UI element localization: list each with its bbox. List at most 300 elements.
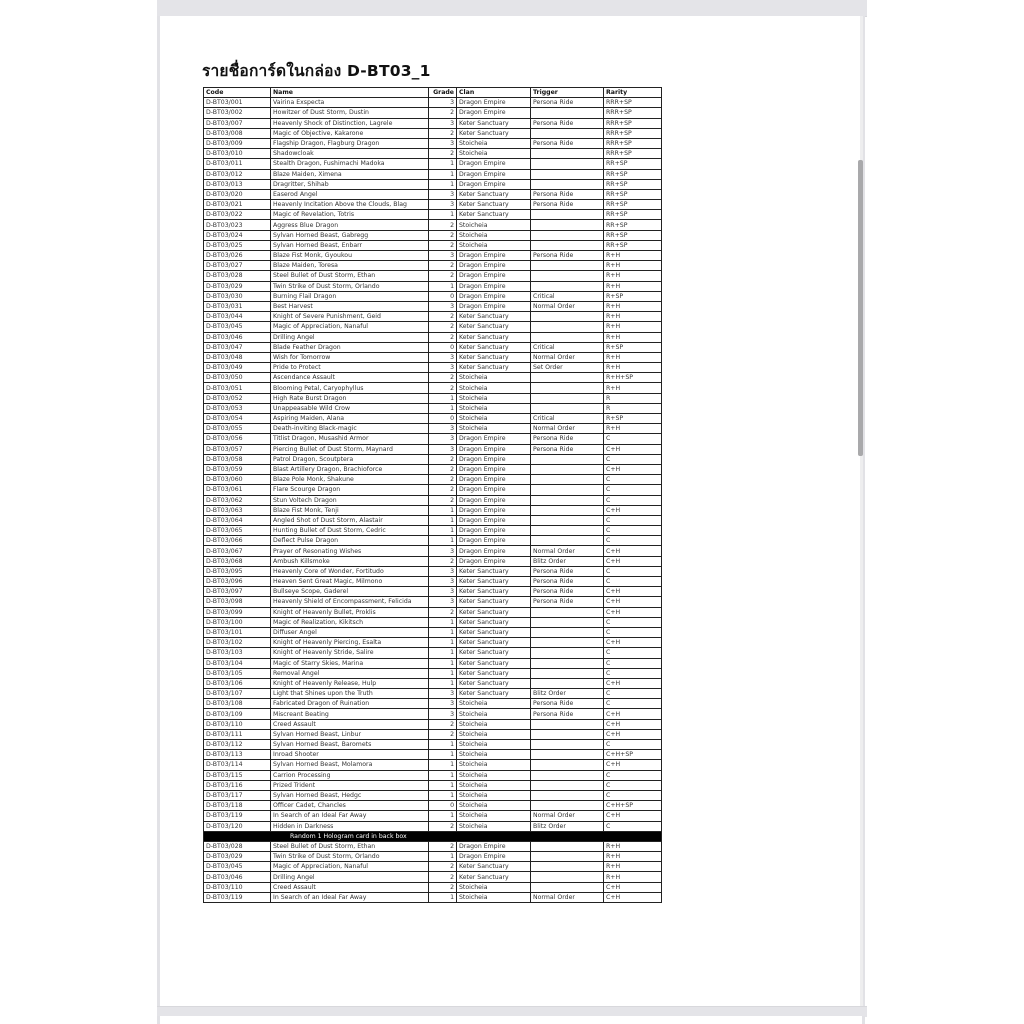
cell-name: Knight of Heavenly Stride, Salire bbox=[271, 648, 429, 658]
table-row bbox=[204, 342, 662, 352]
cell-rarity: C bbox=[604, 617, 662, 627]
cell-code: D-BT03/021 bbox=[204, 200, 271, 210]
table-row bbox=[204, 108, 662, 118]
cell-grade: 1 bbox=[429, 658, 457, 668]
cell-grade: 3 bbox=[429, 118, 457, 128]
cell-rarity: C bbox=[604, 780, 662, 790]
cell-grade: 3 bbox=[429, 434, 457, 444]
cell-trigger bbox=[531, 872, 604, 882]
cell-name: Drilling Angel bbox=[271, 332, 429, 342]
table-row bbox=[204, 750, 662, 760]
table-row bbox=[204, 862, 662, 872]
cell-clan: Dragon Empire bbox=[457, 485, 531, 495]
table-row bbox=[204, 892, 662, 902]
cell-code: D-BT03/002 bbox=[204, 108, 271, 118]
cell-trigger bbox=[531, 485, 604, 495]
cell-trigger bbox=[531, 852, 604, 862]
cell-code: D-BT03/053 bbox=[204, 403, 271, 413]
cell-rarity: R+SP bbox=[604, 291, 662, 301]
cell-code: D-BT03/107 bbox=[204, 689, 271, 699]
cell-code: D-BT03/113 bbox=[204, 750, 271, 760]
table-row bbox=[204, 566, 662, 576]
cell-grade: 1 bbox=[429, 403, 457, 413]
cell-code: D-BT03/099 bbox=[204, 607, 271, 617]
cell-trigger bbox=[531, 536, 604, 546]
cell-name: Stun Voltech Dragon bbox=[271, 495, 429, 505]
cell-rarity: RR+SP bbox=[604, 169, 662, 179]
cell-grade: 2 bbox=[429, 475, 457, 485]
cell-rarity: C+H bbox=[604, 597, 662, 607]
cell-trigger bbox=[531, 149, 604, 159]
cell-name: Miscreant Beating bbox=[271, 709, 429, 719]
cell-rarity: RRR+SP bbox=[604, 138, 662, 148]
cell-code: D-BT03/116 bbox=[204, 780, 271, 790]
cell-trigger bbox=[531, 607, 604, 617]
cell-rarity: R+H bbox=[604, 271, 662, 281]
cell-trigger bbox=[531, 210, 604, 220]
cell-name: Sylvan Horned Beast, Linbur bbox=[271, 729, 429, 739]
cell-trigger bbox=[531, 638, 604, 648]
cell-name: Bullseye Scope, Gaderel bbox=[271, 587, 429, 597]
cell-grade: 3 bbox=[429, 546, 457, 556]
cell-grade: 3 bbox=[429, 189, 457, 199]
table-row bbox=[204, 189, 662, 199]
cell-clan: Keter Sanctuary bbox=[457, 658, 531, 668]
hologram-note: Random 1 Hologram card in back box bbox=[204, 831, 662, 841]
cell-trigger: Critical bbox=[531, 291, 604, 301]
cell-trigger bbox=[531, 750, 604, 760]
cell-trigger: Critical bbox=[531, 342, 604, 352]
table-row bbox=[204, 291, 662, 301]
cell-code: D-BT03/058 bbox=[204, 454, 271, 464]
table-row bbox=[204, 220, 662, 230]
cell-rarity: RR+SP bbox=[604, 230, 662, 240]
cell-clan: Stoicheia bbox=[457, 240, 531, 250]
cell-rarity: C+H bbox=[604, 892, 662, 902]
scrollbar-thumb[interactable] bbox=[858, 160, 863, 456]
table-row bbox=[204, 444, 662, 454]
cell-clan: Dragon Empire bbox=[457, 281, 531, 291]
cell-rarity: C bbox=[604, 689, 662, 699]
cell-grade: 3 bbox=[429, 689, 457, 699]
cell-trigger bbox=[531, 322, 604, 332]
cell-grade: 1 bbox=[429, 668, 457, 678]
cell-grade: 2 bbox=[429, 841, 457, 851]
cell-name: Magic of Appreciation, Nanaful bbox=[271, 862, 429, 872]
cell-clan: Keter Sanctuary bbox=[457, 332, 531, 342]
cell-trigger: Persona Ride bbox=[531, 444, 604, 454]
cell-code: D-BT03/062 bbox=[204, 495, 271, 505]
cell-grade: 3 bbox=[429, 98, 457, 108]
cell-name: Ambush Killsmoke bbox=[271, 556, 429, 566]
cell-code: D-BT03/118 bbox=[204, 801, 271, 811]
cell-clan: Keter Sanctuary bbox=[457, 200, 531, 210]
cell-name: Knight of Heavenly Bullet, Proklis bbox=[271, 607, 429, 617]
cell-clan: Keter Sanctuary bbox=[457, 678, 531, 688]
cell-name: Knight of Severe Punishment, Geid bbox=[271, 312, 429, 322]
table-row bbox=[204, 556, 662, 566]
cell-grade: 1 bbox=[429, 648, 457, 658]
cell-name: Steel Bullet of Dust Storm, Ethan bbox=[271, 271, 429, 281]
cell-name: Blooming Petal, Caryophyllus bbox=[271, 383, 429, 393]
cell-code: D-BT03/112 bbox=[204, 740, 271, 750]
cell-rarity: RR+SP bbox=[604, 220, 662, 230]
table-row bbox=[204, 485, 662, 495]
cell-code: D-BT03/009 bbox=[204, 138, 271, 148]
table-row bbox=[204, 301, 662, 311]
cell-trigger: Persona Ride bbox=[531, 597, 604, 607]
cell-rarity: RRR+SP bbox=[604, 108, 662, 118]
table-row bbox=[204, 414, 662, 424]
table-row bbox=[204, 577, 662, 587]
cell-rarity: R+H bbox=[604, 281, 662, 291]
cell-grade: 3 bbox=[429, 444, 457, 454]
cell-name: Piercing Bullet of Dust Storm, Maynard bbox=[271, 444, 429, 454]
table-row bbox=[204, 352, 662, 362]
cell-clan: Dragon Empire bbox=[457, 505, 531, 515]
cell-code: D-BT03/054 bbox=[204, 414, 271, 424]
cell-trigger bbox=[531, 220, 604, 230]
cell-name: Magic of Realization, Kikitsch bbox=[271, 617, 429, 627]
cell-name: Magic of Objective, Kakarone bbox=[271, 128, 429, 138]
cell-trigger bbox=[531, 668, 604, 678]
cell-grade: 1 bbox=[429, 536, 457, 546]
table-row bbox=[204, 658, 662, 668]
next-page-edge bbox=[157, 1016, 865, 1024]
cell-grade: 1 bbox=[429, 750, 457, 760]
cell-code: D-BT03/119 bbox=[204, 811, 271, 821]
cell-clan: Keter Sanctuary bbox=[457, 617, 531, 627]
cell-trigger: Blitz Order bbox=[531, 556, 604, 566]
cell-clan: Dragon Empire bbox=[457, 301, 531, 311]
cell-trigger: Blitz Order bbox=[531, 689, 604, 699]
cell-code: D-BT03/012 bbox=[204, 169, 271, 179]
cell-grade: 1 bbox=[429, 393, 457, 403]
cell-clan: Dragon Empire bbox=[457, 841, 531, 851]
cell-trigger bbox=[531, 393, 604, 403]
cell-grade: 1 bbox=[429, 281, 457, 291]
cell-trigger bbox=[531, 128, 604, 138]
cell-grade: 3 bbox=[429, 699, 457, 709]
table-row bbox=[204, 332, 662, 342]
cell-rarity: C bbox=[604, 434, 662, 444]
cell-code: D-BT03/046 bbox=[204, 332, 271, 342]
cell-code: D-BT03/046 bbox=[204, 872, 271, 882]
cell-code: D-BT03/052 bbox=[204, 393, 271, 403]
cell-trigger bbox=[531, 495, 604, 505]
cell-grade: 1 bbox=[429, 179, 457, 189]
cell-trigger bbox=[531, 729, 604, 739]
cell-name: Wish for Tomorrow bbox=[271, 352, 429, 362]
cell-grade: 1 bbox=[429, 169, 457, 179]
cell-name: Blade Feather Dragon bbox=[271, 342, 429, 352]
cell-grade: 3 bbox=[429, 709, 457, 719]
cell-grade: 3 bbox=[429, 566, 457, 576]
cell-grade: 2 bbox=[429, 882, 457, 892]
cell-rarity: R+H bbox=[604, 841, 662, 851]
cell-rarity: C+H bbox=[604, 719, 662, 729]
cell-name: Prized Trident bbox=[271, 780, 429, 790]
cell-grade: 0 bbox=[429, 342, 457, 352]
cell-trigger bbox=[531, 801, 604, 811]
cell-rarity: C+H bbox=[604, 882, 662, 892]
cell-code: D-BT03/025 bbox=[204, 240, 271, 250]
cell-code: D-BT03/114 bbox=[204, 760, 271, 770]
cell-clan: Dragon Empire bbox=[457, 271, 531, 281]
cell-rarity: R+H bbox=[604, 424, 662, 434]
cell-grade: 3 bbox=[429, 577, 457, 587]
cell-rarity: C bbox=[604, 699, 662, 709]
cell-grade: 1 bbox=[429, 740, 457, 750]
table-row bbox=[204, 98, 662, 108]
cell-clan: Stoicheia bbox=[457, 801, 531, 811]
cell-trigger: Persona Ride bbox=[531, 138, 604, 148]
table-row bbox=[204, 383, 662, 393]
header-code: Code bbox=[204, 88, 271, 98]
cell-clan: Dragon Empire bbox=[457, 475, 531, 485]
cell-code: D-BT03/008 bbox=[204, 128, 271, 138]
table-row bbox=[204, 780, 662, 790]
cell-grade: 3 bbox=[429, 301, 457, 311]
table-row bbox=[204, 159, 662, 169]
cell-rarity: R+H bbox=[604, 352, 662, 362]
cell-trigger: Persona Ride bbox=[531, 251, 604, 261]
cell-grade: 0 bbox=[429, 291, 457, 301]
cell-code: D-BT03/011 bbox=[204, 159, 271, 169]
table-row bbox=[204, 709, 662, 719]
table-row bbox=[204, 271, 662, 281]
cell-grade: 1 bbox=[429, 852, 457, 862]
cell-rarity: R+SP bbox=[604, 414, 662, 424]
cell-clan: Dragon Empire bbox=[457, 291, 531, 301]
cell-trigger bbox=[531, 862, 604, 872]
table-row bbox=[204, 841, 662, 851]
cell-grade: 1 bbox=[429, 770, 457, 780]
table-row bbox=[204, 251, 662, 261]
cell-trigger bbox=[531, 271, 604, 281]
cell-name: Prayer of Resonating Wishes bbox=[271, 546, 429, 556]
cell-grade: 3 bbox=[429, 352, 457, 362]
cell-trigger bbox=[531, 169, 604, 179]
cell-clan: Dragon Empire bbox=[457, 495, 531, 505]
cell-rarity: RR+SP bbox=[604, 200, 662, 210]
cell-code: D-BT03/068 bbox=[204, 556, 271, 566]
cell-name: Sylvan Horned Beast, Hedgc bbox=[271, 790, 429, 800]
cell-name: Knight of Heavenly Piercing, Esalta bbox=[271, 638, 429, 648]
cell-rarity: R+H bbox=[604, 383, 662, 393]
cell-code: D-BT03/049 bbox=[204, 363, 271, 373]
cell-name: Burning Flail Dragon bbox=[271, 291, 429, 301]
cell-name: Sylvan Horned Beast, Baromets bbox=[271, 740, 429, 750]
cell-rarity: C bbox=[604, 658, 662, 668]
cell-grade: 2 bbox=[429, 862, 457, 872]
cell-clan: Dragon Empire bbox=[457, 546, 531, 556]
cell-name: Officer Cadet, Chancles bbox=[271, 801, 429, 811]
cell-name: Patrol Dragon, Scoutptera bbox=[271, 454, 429, 464]
table-row bbox=[204, 801, 662, 811]
cell-rarity: C bbox=[604, 454, 662, 464]
cell-rarity: C+H+SP bbox=[604, 801, 662, 811]
table-row bbox=[204, 597, 662, 607]
table-row bbox=[204, 526, 662, 536]
table-row bbox=[204, 200, 662, 210]
cell-code: D-BT03/097 bbox=[204, 587, 271, 597]
cell-clan: Dragon Empire bbox=[457, 261, 531, 271]
cell-rarity: C bbox=[604, 770, 662, 780]
table-row bbox=[204, 872, 662, 882]
cell-grade: 3 bbox=[429, 363, 457, 373]
cell-clan: Stoicheia bbox=[457, 414, 531, 424]
cell-code: D-BT03/047 bbox=[204, 342, 271, 352]
cell-clan: Stoicheia bbox=[457, 719, 531, 729]
table-row bbox=[204, 515, 662, 525]
cell-code: D-BT03/056 bbox=[204, 434, 271, 444]
cell-clan: Keter Sanctuary bbox=[457, 627, 531, 637]
cell-trigger bbox=[531, 678, 604, 688]
cell-rarity: RRR+SP bbox=[604, 98, 662, 108]
table-row bbox=[204, 230, 662, 240]
cell-rarity: C+H bbox=[604, 607, 662, 617]
table-row bbox=[204, 729, 662, 739]
cell-clan: Dragon Empire bbox=[457, 169, 531, 179]
table-row bbox=[204, 128, 662, 138]
card-rows bbox=[204, 98, 662, 903]
cell-rarity: R bbox=[604, 403, 662, 413]
cell-rarity: C bbox=[604, 526, 662, 536]
cell-code: D-BT03/117 bbox=[204, 790, 271, 800]
cell-name: Magic of Starry Skies, Marina bbox=[271, 658, 429, 668]
cell-trigger: Critical bbox=[531, 414, 604, 424]
cell-clan: Keter Sanctuary bbox=[457, 566, 531, 576]
cell-rarity: R+H bbox=[604, 332, 662, 342]
cell-clan: Keter Sanctuary bbox=[457, 638, 531, 648]
cell-trigger: Persona Ride bbox=[531, 434, 604, 444]
cell-trigger: Normal Order bbox=[531, 546, 604, 556]
cell-rarity: C+H bbox=[604, 729, 662, 739]
cell-rarity: C bbox=[604, 668, 662, 678]
cell-code: D-BT03/106 bbox=[204, 678, 271, 688]
cell-name: Howitzer of Dust Storm, Dustin bbox=[271, 108, 429, 118]
table-row bbox=[204, 373, 662, 383]
table-row bbox=[204, 505, 662, 515]
cell-trigger: Normal Order bbox=[531, 424, 604, 434]
cell-grade: 1 bbox=[429, 526, 457, 536]
page-title: รายชื่อการ์ดในกล่อง D-BT03_1 bbox=[202, 62, 431, 80]
cell-clan: Stoicheia bbox=[457, 138, 531, 148]
cell-code: D-BT03/109 bbox=[204, 709, 271, 719]
table-row bbox=[204, 607, 662, 617]
cell-rarity: R+H bbox=[604, 261, 662, 271]
cell-clan: Stoicheia bbox=[457, 882, 531, 892]
table-row bbox=[204, 760, 662, 770]
cell-trigger bbox=[531, 790, 604, 800]
cell-trigger bbox=[531, 515, 604, 525]
cell-code: D-BT03/010 bbox=[204, 149, 271, 159]
cell-code: D-BT03/110 bbox=[204, 719, 271, 729]
table-row bbox=[204, 149, 662, 159]
cell-rarity: R+H bbox=[604, 363, 662, 373]
cell-rarity: C bbox=[604, 536, 662, 546]
cell-grade: 2 bbox=[429, 261, 457, 271]
cell-trigger bbox=[531, 617, 604, 627]
header-clan: Clan bbox=[457, 88, 531, 98]
cell-code: D-BT03/045 bbox=[204, 862, 271, 872]
cell-clan: Keter Sanctuary bbox=[457, 648, 531, 658]
cell-name: Knight of Heavenly Release, Hulp bbox=[271, 678, 429, 688]
cell-clan: Stoicheia bbox=[457, 373, 531, 383]
cell-rarity: RR+SP bbox=[604, 240, 662, 250]
cell-name: Carrion Processing bbox=[271, 770, 429, 780]
table-row bbox=[204, 169, 662, 179]
cell-clan: Keter Sanctuary bbox=[457, 210, 531, 220]
cell-name: Drilling Angel bbox=[271, 872, 429, 882]
cell-rarity: R+H bbox=[604, 852, 662, 862]
cell-trigger bbox=[531, 882, 604, 892]
cell-grade: 3 bbox=[429, 138, 457, 148]
cell-rarity: C+H bbox=[604, 811, 662, 821]
cell-trigger: Persona Ride bbox=[531, 118, 604, 128]
cell-trigger: Persona Ride bbox=[531, 200, 604, 210]
cell-code: D-BT03/007 bbox=[204, 118, 271, 128]
cell-code: D-BT03/022 bbox=[204, 210, 271, 220]
cell-trigger: Normal Order bbox=[531, 892, 604, 902]
cell-name: Pride to Protect bbox=[271, 363, 429, 373]
cell-rarity: C bbox=[604, 627, 662, 637]
cell-trigger bbox=[531, 281, 604, 291]
cell-name: Dragritter, Shihab bbox=[271, 179, 429, 189]
cell-name: High Rate Burst Dragon bbox=[271, 393, 429, 403]
cell-code: D-BT03/108 bbox=[204, 699, 271, 709]
cell-trigger bbox=[531, 526, 604, 536]
header-name: Name bbox=[271, 88, 429, 98]
cell-grade: 2 bbox=[429, 495, 457, 505]
cell-name: Easerod Angel bbox=[271, 189, 429, 199]
table-row bbox=[204, 811, 662, 821]
cell-rarity: R+H bbox=[604, 312, 662, 322]
cell-name: Blaze Fist Monk, Tenji bbox=[271, 505, 429, 515]
cell-grade: 1 bbox=[429, 811, 457, 821]
cell-grade: 2 bbox=[429, 240, 457, 250]
cell-name: Flare Scourge Dragon bbox=[271, 485, 429, 495]
cell-rarity: RR+SP bbox=[604, 189, 662, 199]
cell-name: Death-inviting Black-magic bbox=[271, 424, 429, 434]
cell-grade: 2 bbox=[429, 271, 457, 281]
cell-grade: 3 bbox=[429, 251, 457, 261]
cell-clan: Dragon Empire bbox=[457, 444, 531, 454]
cell-rarity: R+H bbox=[604, 251, 662, 261]
cell-code: D-BT03/115 bbox=[204, 770, 271, 780]
table-row bbox=[204, 454, 662, 464]
cell-trigger bbox=[531, 108, 604, 118]
cell-code: D-BT03/060 bbox=[204, 475, 271, 485]
cell-rarity: C bbox=[604, 485, 662, 495]
cell-grade: 2 bbox=[429, 332, 457, 342]
cell-clan: Keter Sanctuary bbox=[457, 342, 531, 352]
cell-clan: Stoicheia bbox=[457, 892, 531, 902]
cell-grade: 2 bbox=[429, 128, 457, 138]
cell-code: D-BT03/045 bbox=[204, 322, 271, 332]
cell-name: Twin Strike of Dust Storm, Orlando bbox=[271, 852, 429, 862]
cell-name: Removal Angel bbox=[271, 668, 429, 678]
cell-clan: Keter Sanctuary bbox=[457, 312, 531, 322]
cell-clan: Stoicheia bbox=[457, 383, 531, 393]
cell-name: Angled Shot of Dust Storm, Alastair bbox=[271, 515, 429, 525]
table-row bbox=[204, 312, 662, 322]
cell-grade: 2 bbox=[429, 149, 457, 159]
cell-rarity: C bbox=[604, 790, 662, 800]
table-row bbox=[204, 403, 662, 413]
cell-grade: 2 bbox=[429, 607, 457, 617]
